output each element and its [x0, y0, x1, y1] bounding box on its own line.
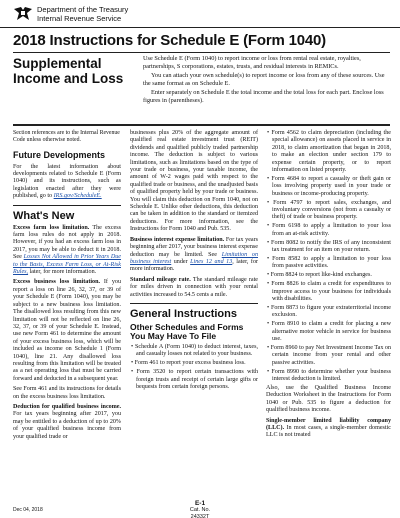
list-item: • Form 461 to report your excess business loss.: [131, 360, 246, 367]
column-3: [266, 130, 391, 443]
list-item: • Form 8824 to report like-kind exchanges.: [267, 272, 372, 279]
other-schedules-heading: Other Schedules and Forms You May Have To File: [130, 321, 244, 342]
intro-paragraph: Use Schedule E (Form 1040) to report income or loss from rental real estate, royalties, partnerships, S corporations, estates, trusts, and residual interests in REMICs.: [143, 55, 361, 70]
title-divider: [13, 52, 390, 53]
general-instructions-heading: General Instructions: [130, 307, 237, 320]
list-item: • Form 8990 to determine whether your business interest deduction is limited.: [267, 368, 391, 383]
qbi-worksheet-paragraph: Also, use the Qualified Business Income Deduction Worksheet in the Instructions for Form 1040 or Pub. 535 to figure a deduction for qualified business income.: [266, 385, 391, 414]
intro-block: [143, 55, 393, 107]
header-bar: [0, 0, 400, 28]
business-interest-paragraph: Business interest expense limitation. For tax years beginning after 2017, your business interest expense deduction may be limited. See Limitation on business interest under Lines 12 and 13, later, for more information.: [130, 236, 259, 273]
list-item: • Form 8082 to notify the IRS of any inconsistent tax treatment for an item on your return.: [267, 239, 391, 254]
form-461-paragraph: See Form 461 and its instructions for details on the excess business loss limitation.: [13, 386, 121, 400]
list-item: • Form 3520 to report certain transactions with foreign trusts and receipt of certain large gifts or bequests from certain foreign persons.: [131, 369, 258, 390]
department-heading: [37, 5, 128, 23]
excess-farm-loss-paragraph: Excess farm loss limitation. The excess farm loss rules do not apply in 2018. However, if you had an excess farm loss in 2017, you may be able to deduct it in 2018. See Losses Not Allowed in Prior Years Due to the Basis, Excess Farm Loss, or At-Risk Rules, later, for more information.: [13, 224, 121, 276]
section-reference-note: Section references are to the Internal Revenue Code unless otherwise noted.: [13, 130, 120, 143]
excess-business-loss-paragraph: Excess business loss limitation. If you report a loss on line 26, 32, 37, or 39 of your Schedule E (Form 1040), you may be subject to a new business loss limitation. The disallowed loss resulting from this new limitation will not be reflected on line 26, 32, 37, or 39 of your Schedule E. Instead, use new Form 461 to determine the amount of your excess business loss, which will be included as income on Schedule 1 (Form 1040), line 21. Any disallowed loss resulting from this limitation will be treated as a net operating loss that must be carried forward and deducted in a subsequent year.: [13, 279, 121, 382]
intro-paragraph: Enter separately on Schedule E the total income and the total loss for each part. Enclose loss figures in (parentheses).: [143, 89, 384, 104]
list-item: • Form 6198 to apply a limitation to your loss from an at-risk activity.: [267, 223, 391, 237]
list-item: • Form 8960 to pay Net Investment Income Tax on certain income from your rental and other passive activities.: [267, 344, 391, 366]
lines-12-13-link[interactable]: Lines 12 and 13: [190, 258, 233, 265]
future-developments-heading: Future Developments: [13, 149, 106, 160]
list-item: • Form 8826 to claim a credit for expenditures to improve access to your business for individuals with disabilities.: [267, 281, 391, 303]
qbi-continued-paragraph: businesses plus 20% of the aggregate amount of qualified real estate investment trust (REIT) dividends and qualified publicly traded partnership income. The deduction is subject to various limitations, such as limitations based on the type of your trade or business, your taxable income, the amount of W-2 wages paid with respect to the qualified trade or business, and the unadjusted basis of qualified property held by your trade or business. You will claim this deduction on Form 1040, not on Schedule E. Unlike other deductions, this deduction can be taken in addition to the standard or itemized deductions. For more information, see the Instructions for Form 1040 and Pub. 535.: [130, 130, 258, 233]
limitation-business-interest-link[interactable]: Limitation on business interest: [130, 251, 258, 265]
whats-new-heading: What's New: [13, 209, 75, 222]
section-rule: [13, 205, 121, 206]
footer-page-info: [180, 500, 220, 518]
list-item: • Form 4562 to claim depreciation (including the special allowance) on assets placed in service in 2018, to claim amortization that began in 2018, to make an election under section 179 to expense certain property, or to report information on listed property.: [267, 130, 391, 174]
losses-not-allowed-link[interactable]: Losses Not Allowed in Prior Years Due to the Basis, Excess Farm Loss, or At-Risk Rules,: [13, 254, 121, 276]
department-line: Department of the Treasury: [37, 5, 129, 14]
column-2: [130, 130, 258, 393]
list-item: • Form 8582 to apply a limitation to your loss from passive activities.: [267, 256, 391, 270]
section-divider: [13, 124, 390, 126]
list-item: • Schedule A (Form 1040) to deduct interest, taxes, and casualty losses not related to your business.: [131, 343, 258, 358]
future-developments-text: For the latest information about developments related to Schedule E (Form 1040) and its instructions, such as legislation enacted after they were published, go to IRS.gov/ScheduleE.: [13, 163, 121, 200]
irs-eagle-logo-icon: [13, 6, 33, 22]
section-rule: [130, 303, 258, 304]
list-item: • Form 8910 to claim a credit for placing a new alternative motor vehicle in service for business use.: [267, 321, 391, 343]
catalog-number: Cat. No. 24332T: [189, 507, 211, 518]
list-item: • Form 4684 to report a casualty or theft gain or loss involving property used in your trade or business or income-producing property.: [267, 175, 391, 197]
single-member-llc-paragraph: Single-member limited liability company (LLC). In most cases, a single-member domestic LLC is not treated: [266, 417, 391, 439]
agency-line: Internal Revenue Service: [37, 14, 122, 23]
standard-mileage-paragraph: Standard mileage rate. The standard mileage rate for miles driven in connection with your rental activities increased to 54.5 cents a mile.: [130, 276, 258, 298]
list-item: • Form 8873 to figure your extraterritorial income exclusion.: [267, 304, 391, 319]
list-item: • Form 4797 to report sales, exchanges, and involuntary conversions (not from a casualty or theft) of trade or business property.: [267, 199, 391, 221]
section-subtitle: Supplemental Income and Loss: [13, 56, 124, 86]
schedule-e-link[interactable]: IRS.gov/ScheduleE.: [53, 193, 102, 200]
column-1: [13, 130, 121, 444]
page-number: E-1: [194, 500, 206, 507]
qbi-deduction-paragraph: Deduction for qualified business income. For tax years beginning after 2017, you may be entitled to a deduction of up to 20% of your qualified business income from your qualified trade or: [13, 403, 121, 440]
footer-date: Dec 04, 2018: [13, 507, 43, 513]
page-title: 2018 Instructions for Schedule E (Form 1040): [13, 32, 326, 49]
intro-paragraph: You can attach your own schedule(s) to report income or loss from any of these sources. Use the same format as on Schedule E.: [143, 72, 385, 87]
